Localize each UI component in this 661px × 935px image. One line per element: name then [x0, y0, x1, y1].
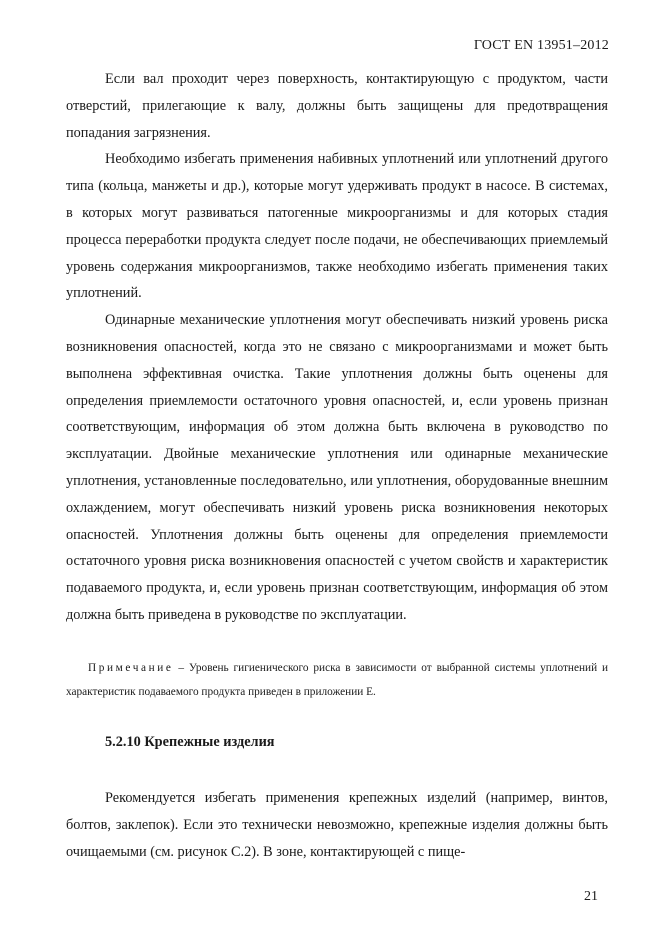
- paragraph-fasteners: Рекомендуется избегать применения крепежных изделий (например, винтов, болтов, заклепок). Если это технически невозможно, крепежные изделия должны быть очищаемыми (см. рисунок С.2). В зоне, контактирующей с пище-: [66, 790, 608, 860]
- paragraph-packing-seals: Необходимо избегать применения набивных уплотнений или уплотнений другого типа (кольца, манжеты и др.), которые могут удерживать продукт в насосе. В системах, в которых могут развиваться патогенные микроорганизмы и для которых стадия процесса переработки продукта следует после подачи, не обеспечивающих приемлемый уровень содержания микроорганизмов, также необходимо избегать применения таких уплотнений.: [66, 151, 608, 302]
- paragraph-mechanical-seals: Одинарные механические уплотнения могут обеспечивать низкий уровень риска возникновения опасностей, когда это не связано с микроорганизмами и может быть выполнена эффективная очистка. Такие уплотнения должны быть оценены для определения приемлемости остаточного уровня опасностей, и, если уровень признан соответствующим, информация об этом должна быть включена в руководство по эксплуатации. Двойные механические уплотнения или одинарные механические уплотнения, установленные последовательно, или уплотнения, оборудованные внешним охлаждением, могут обеспечивать низкий уровень риска возникновения некоторых опасностей. Уплотнения должны быть оценены для определения приемлемости остаточного уровня риска возникновения опасностей с учетом свойств и характеристик подаваемого продукта, и, если уровень признан соответствующим, информация об этом должна быть приведена в руководстве по эксплуатации.: [66, 312, 608, 623]
- main-text: [66, 66, 608, 629]
- note: [66, 656, 608, 704]
- note-text: – Уровень гигиенического риска в зависимости от выбранной системы уплотнений и характеристик подаваемого продукта приведен в приложении Е.: [66, 662, 609, 698]
- note-label: Примечание: [88, 662, 174, 674]
- section-heading: 5.2.10 Крепежные изделия: [105, 734, 275, 750]
- paragraph-shaft-protection: Если вал проходит через поверхность, контактирующую с продуктом, части отверстий, прилегающие к валу, должны быть защищены для предотвращения попадания загрязнения.: [66, 71, 608, 141]
- section-text: [66, 785, 608, 865]
- page-number: 21: [584, 889, 598, 904]
- document-code: ГОСТ EN 13951–2012: [473, 38, 609, 53]
